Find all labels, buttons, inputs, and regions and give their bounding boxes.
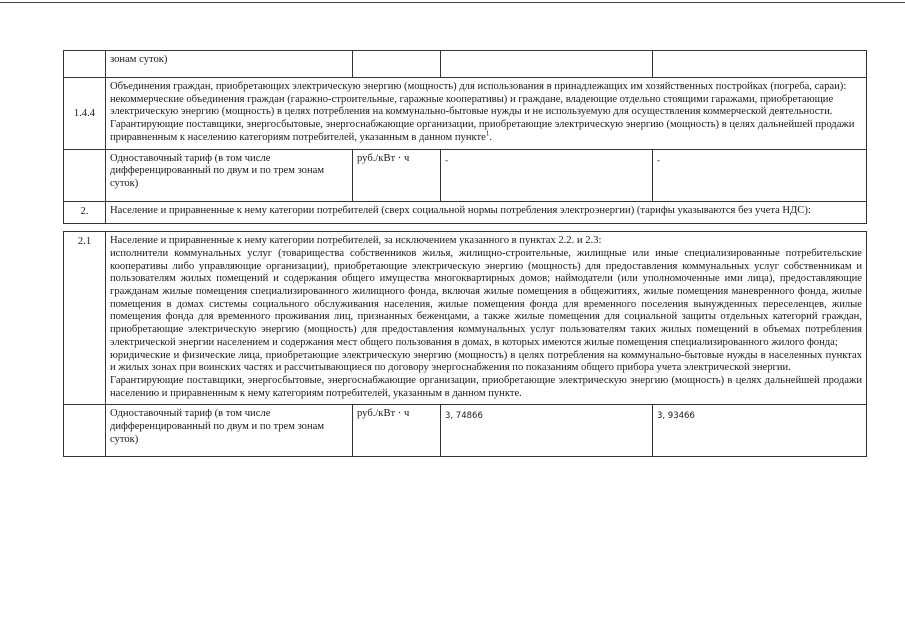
row-number: 2. [64, 201, 106, 224]
category-description [106, 78, 867, 150]
table-row [64, 149, 867, 201]
tariff-name: Одноставочный тариф (в том числе дифференцированный по двум и по трем зонам суток) [110, 152, 325, 189]
value-cell-1: - [441, 149, 653, 201]
table-row [64, 405, 867, 457]
value-cell-2: - [653, 149, 867, 201]
row-number: 2.1 [64, 232, 106, 405]
description-paragraph: Объединения граждан, приобретающих электрическую энергию (мощность) для использования в принадлежащих им хозяйственных постройках (погреба, сараи): некоммерческие объединения граждан (гаражно-строительные, гаражные кооперативы) и граждане, владеющие отдельно стоящими гаражами, приобретающие электрическую энергию (мощность) в целях потребления на коммунально-бытовые нужды и не используемую для осуществления коммерческой деятельности. [110, 81, 847, 118]
table-row [64, 78, 867, 150]
table-row [64, 51, 867, 78]
row-number [64, 149, 106, 201]
row-number: 1.4.4 [64, 78, 106, 150]
description-paragraph: Население и приравненные к нему категории потребителей (сверх социальной нормы потребления электроэнергии) (тарифы указываются без учета НДС): [110, 204, 811, 216]
unit-label: руб./кВт · ч [357, 408, 410, 420]
value-cell-1: 3, 74866 [441, 405, 653, 457]
top-border-line [0, 2, 905, 3]
category-description [106, 232, 867, 405]
description-paragraph: Гарантирующие поставщики, энергосбытовые, энергоснабжающие организации, приобретающие электрическую энергию (мощность) в целях дальнейшей продажи приравненным к населению категориям потребителей, указанным в данном пункте$^1$. [110, 119, 855, 143]
value-cell-1 [441, 51, 653, 78]
description-paragraph: юридические и физические лица, приобретающие электрическую энергию (мощность) в целях потребления на коммунально-бытовые нужды в населенных пунктах и жилых зонах при воинских частях и рассчитывающиеся по договору энергоснабжения по показаниям общего прибора учета электрической энергии. [110, 349, 862, 374]
description-paragraph: исполнители коммунальных услуг (товарищества собственников жилья, жилищно-строительные, жилищные или иные специализированные потребительские кооперативы либо управляющие организации), приобретающие электрическую энергию (мощность) для предоставления коммунальных услуг собственникам и пользователям жилых помещений и содержания общего имущества многоквартирных домов; наймодатели (или уполномоченные ими лица), предоставляющие гражданам жилые помещения специализированного жилищного фонда, включая жилые помещения в общежитиях, жилые помещения маневренного фонда, жилые помещения в домах системы социального обслуживания населения, жилые помещения фонда для временного поселения вынужденных переселенцев, жилые помещения фонда для временного проживания лиц, признанных беженцами, а также жилые помещения для социальной защиты отдельных категорий граждан, приобретающие электрическую энергию (мощность) для предоставления коммунальных услуг пользователям таких жилых помещений в объемах потребления электрической энергии населением и содержания мест общего пользования в домах, в которых имеются жилые помещения специализированного жилого фонда; [110, 247, 862, 348]
value-cell-2: 3, 93466 [653, 405, 867, 457]
tariff-name: зонам суток) [110, 54, 168, 65]
unit-cell [353, 405, 441, 457]
footnote-mark: 1 [485, 129, 490, 138]
value-cell-2 [653, 51, 867, 78]
row-number [64, 51, 106, 78]
description-paragraph: Население и приравненные к нему категории потребителей, за исключением указанного в пунктах 2.2. и 2.3: [110, 235, 602, 247]
tariff-name-cell [106, 405, 353, 457]
description-text: Гарантирующие поставщики, энергосбытовые, энергоснабжающие организации, приобретающие электрическую энергию (мощность) в целях дальнейшей продажи приравненным к населению категориям потребителей, указанным в данном пункте [110, 119, 855, 143]
tariff-name-cell [106, 51, 353, 78]
section-heading [106, 201, 867, 224]
row-number [64, 405, 106, 457]
unit-cell [353, 149, 441, 201]
tariff-name: Одноставочный тариф (в том числе дифференцированный по двум и по трем зонам суток) [110, 408, 325, 445]
unit-cell [353, 51, 441, 78]
table-row [64, 232, 867, 405]
description-paragraph: Гарантирующие поставщики, энергосбытовые, энергоснабжающие организации, приобретающие электрическую энергию (мощность) в целях дальнейшей продажи населению и приравненным к нему категориям потребителей, указанным в данном пункте. [110, 374, 862, 399]
unit-label: руб./кВт · ч [357, 152, 410, 164]
table-gap [64, 224, 867, 232]
tariff-name-cell [106, 149, 353, 201]
tariff-table [63, 50, 867, 457]
table-row [64, 201, 867, 224]
